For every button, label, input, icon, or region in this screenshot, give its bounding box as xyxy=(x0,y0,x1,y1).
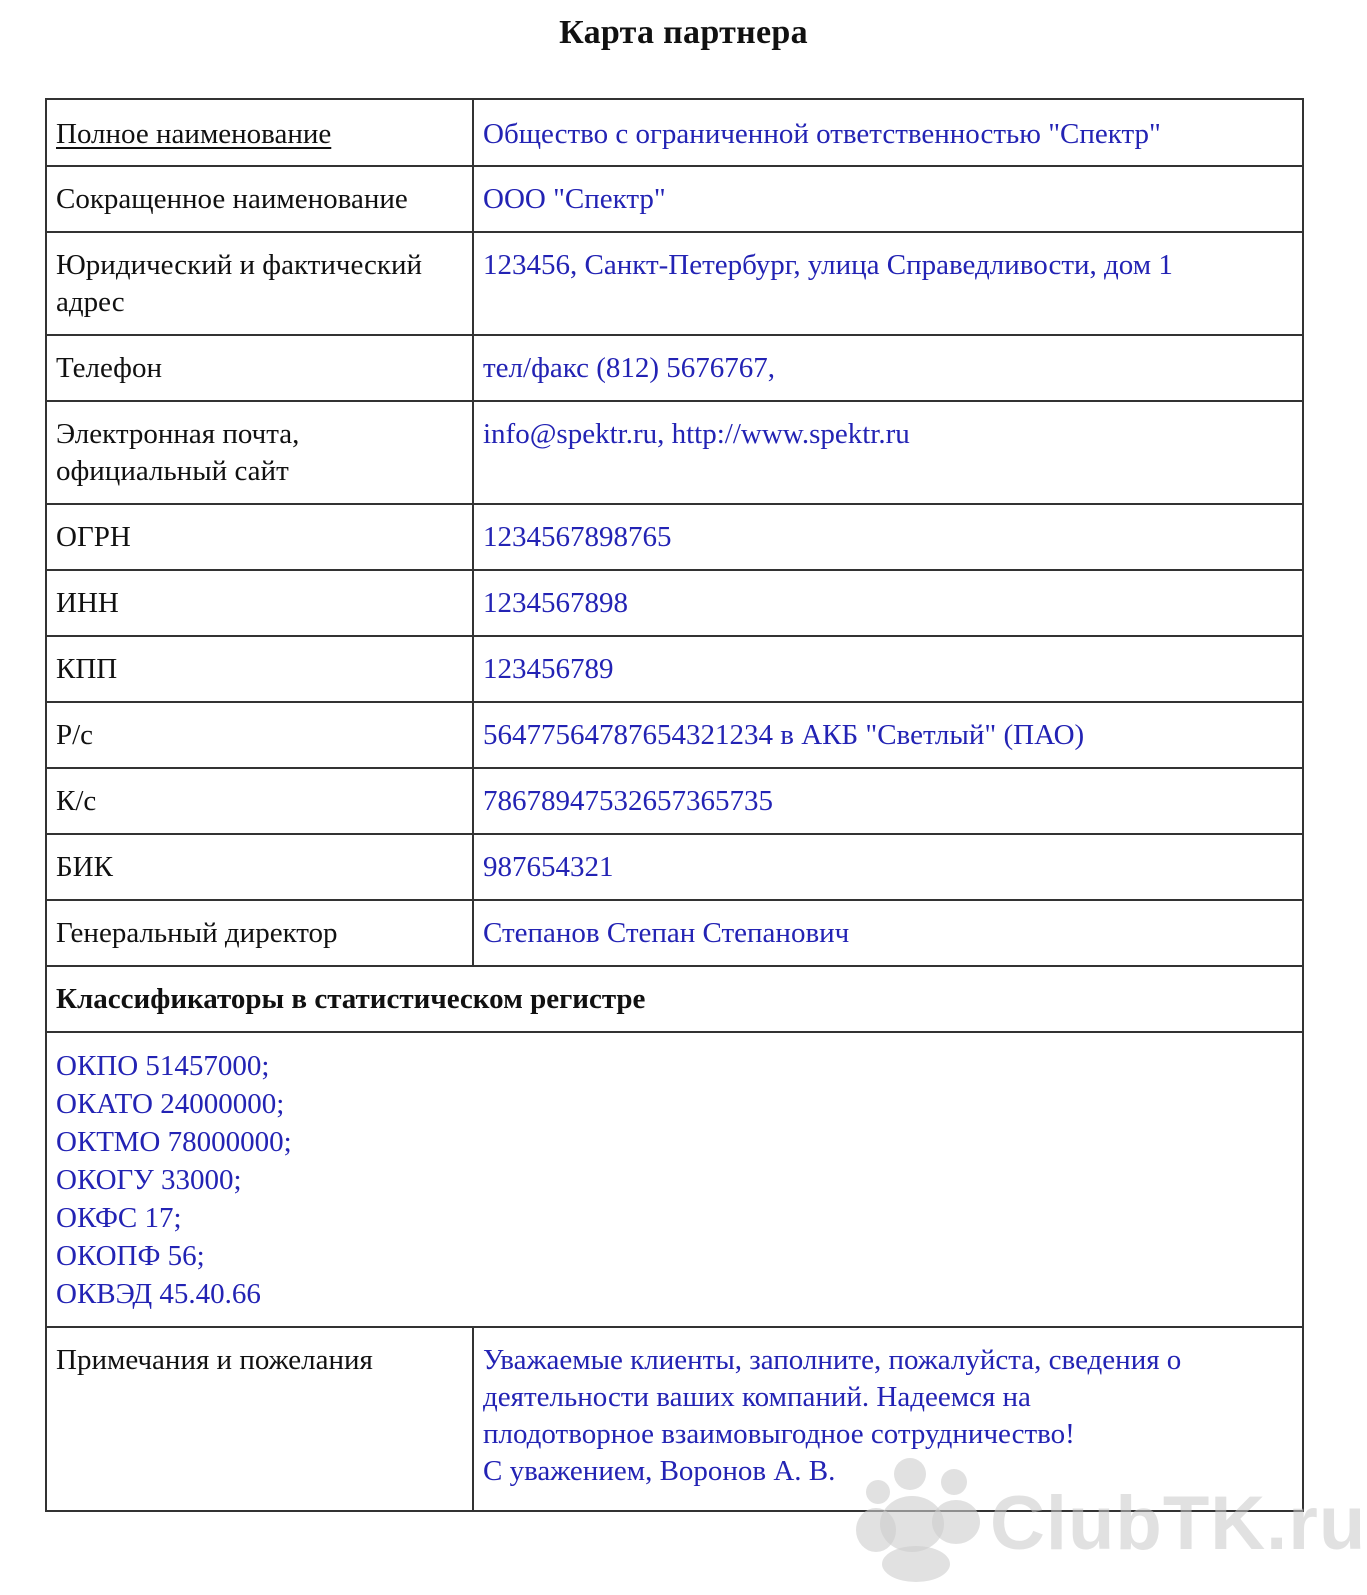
row-label: БИК xyxy=(46,834,473,900)
table-row xyxy=(46,768,1303,834)
row-value: тел/факс (812) 5676767, xyxy=(473,335,1303,401)
row-value: 987654321 xyxy=(473,834,1303,900)
notes-value xyxy=(473,1327,1303,1511)
classifier-code: ОКВЭД 45.40.66 xyxy=(56,1278,261,1310)
notes-label: Примечания и пожелания xyxy=(46,1327,473,1511)
table-row xyxy=(46,900,1303,966)
row-value: 56477564787654321234 в АКБ "Светлый" (ПАО) xyxy=(473,702,1303,768)
table-row xyxy=(46,570,1303,636)
row-label: Генеральный директор xyxy=(46,900,473,966)
row-label: Сокращенное наименование xyxy=(46,166,473,232)
row-label: КПП xyxy=(46,636,473,702)
notes-line: Уважаемые клиенты, заполните, пожалуйста, сведения о xyxy=(483,1344,1182,1376)
table-row xyxy=(46,99,1303,166)
classifier-code: ОКПО 51457000; xyxy=(56,1050,270,1082)
row-label: Р/с xyxy=(46,702,473,768)
table-row xyxy=(46,702,1303,768)
classifier-codes xyxy=(46,1032,1303,1327)
classifier-code: ОКФС 17; xyxy=(56,1202,182,1234)
row-value: info@spektr.ru, http://www.spektr.ru xyxy=(473,401,1303,504)
table-row xyxy=(46,232,1303,335)
watermark-text: ClubTK.ru xyxy=(990,1481,1367,1566)
row-label: ИНН xyxy=(46,570,473,636)
table-row xyxy=(46,834,1303,900)
table-row xyxy=(46,504,1303,570)
classifier-code: ОКОГУ 33000; xyxy=(56,1164,242,1196)
table-row xyxy=(46,335,1303,401)
row-label: Электронная почта, официальный сайт xyxy=(46,401,473,504)
row-label xyxy=(46,99,473,166)
row-label: ОГРН xyxy=(46,504,473,570)
section-header-row xyxy=(46,966,1303,1032)
row-value: Степанов Степан Степанович xyxy=(473,900,1303,966)
classifier-codes-row xyxy=(46,1032,1303,1327)
row-value: Общество с ограниченной ответственностью "Спектр" xyxy=(473,99,1303,166)
row-value: 1234567898765 xyxy=(473,504,1303,570)
row-value: ООО "Спектр" xyxy=(473,166,1303,232)
notes-line: С уважением, Воронов А. В. xyxy=(483,1455,836,1487)
table-row xyxy=(46,166,1303,232)
notes-row xyxy=(46,1327,1303,1511)
row-value: 123456, Санкт-Петербург, улица Справедливости, дом 1 xyxy=(473,232,1303,335)
notes-line: плодотворное взаимовыгодное сотрудничество! xyxy=(483,1418,1075,1450)
notes-line: деятельности ваших компаний. Надеемся на xyxy=(483,1381,1031,1413)
classifier-code: ОКАТО 24000000; xyxy=(56,1088,285,1120)
table-row xyxy=(46,401,1303,504)
full-name-label: Полное наименование xyxy=(56,118,332,150)
classifier-code: ОКОПФ 56; xyxy=(56,1240,205,1272)
table-row xyxy=(46,636,1303,702)
page-title: Карта партнера xyxy=(559,14,808,51)
row-label: К/с xyxy=(46,768,473,834)
row-label: Юридический и фактический адрес xyxy=(46,232,473,335)
partner-card-table xyxy=(45,98,1304,1512)
classifier-code: ОКТМО 78000000; xyxy=(56,1126,292,1158)
classifiers-header: Классификаторы в статистическом регистре xyxy=(46,966,1303,1032)
row-value: 123456789 xyxy=(473,636,1303,702)
row-label: Телефон xyxy=(46,335,473,401)
row-value: 1234567898 xyxy=(473,570,1303,636)
row-value: 78678947532657365735 xyxy=(473,768,1303,834)
